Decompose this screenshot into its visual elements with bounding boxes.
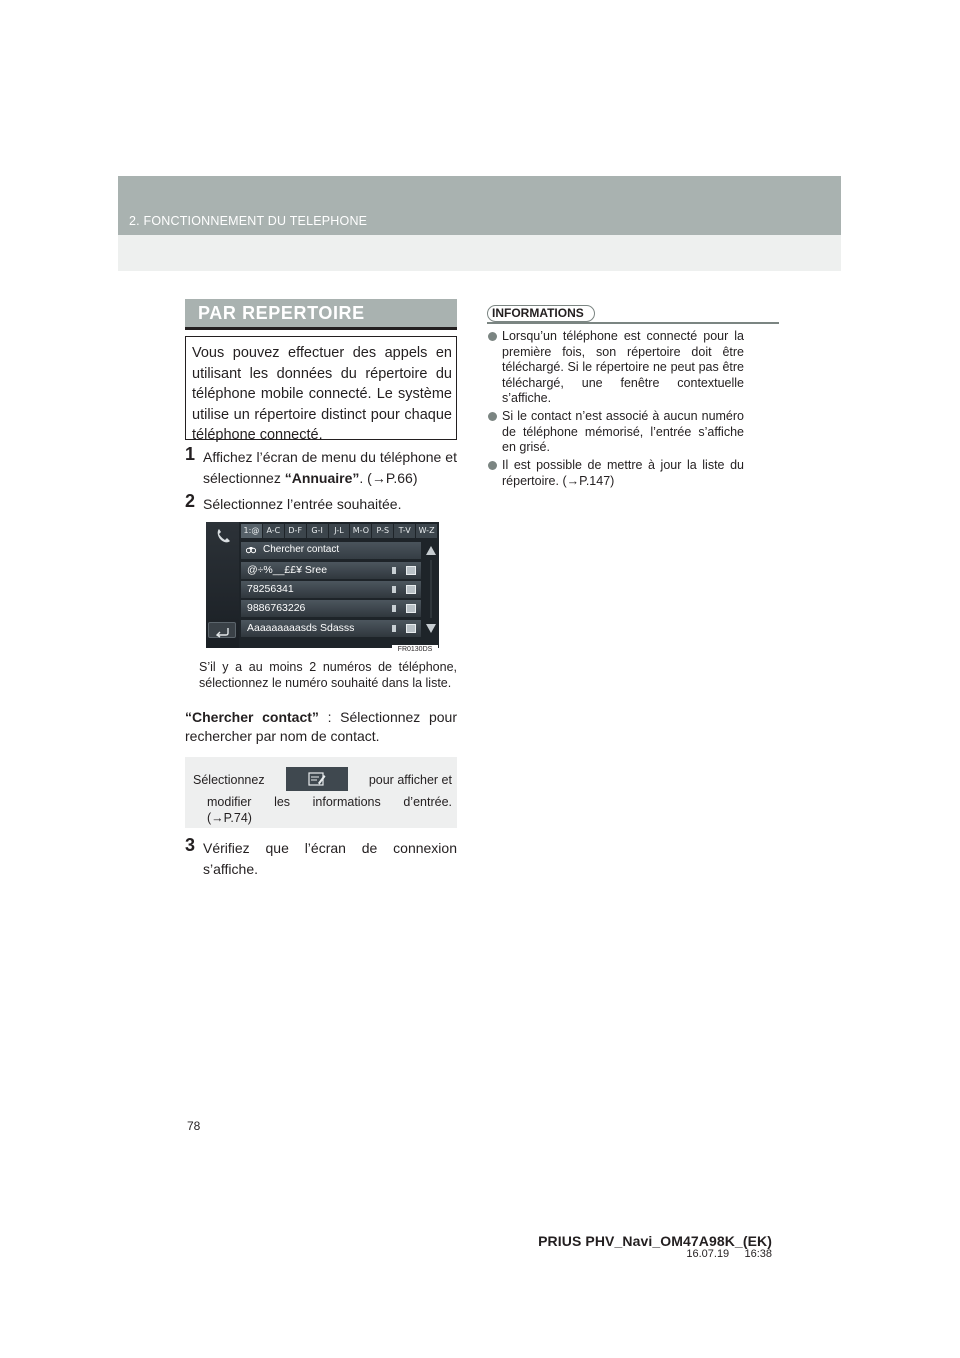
mobile-phone-icon bbox=[392, 605, 396, 612]
tab-d-f[interactable]: D-F bbox=[285, 524, 306, 538]
chapter-title: 2. FONCTIONNEMENT DU TELEPHONE bbox=[129, 214, 368, 228]
round-bullet-icon bbox=[488, 332, 497, 341]
note-text-before: Sélectionnez bbox=[193, 773, 265, 787]
edit-button-image bbox=[286, 767, 348, 791]
tab-j-l[interactable]: J-L bbox=[329, 524, 350, 538]
tab-t-v[interactable]: T-V bbox=[394, 524, 415, 538]
tab-g-i[interactable]: G-I bbox=[307, 524, 328, 538]
mobile-phone-icon bbox=[392, 567, 396, 574]
step-1 bbox=[185, 444, 457, 489]
tab-p-s[interactable]: P-S bbox=[372, 524, 393, 538]
alphabet-tabs bbox=[241, 524, 437, 538]
info-item-text: Il est possible de mettre à jour la liste du répertoire. (→P.147) bbox=[502, 458, 744, 488]
contact-row[interactable] bbox=[241, 600, 421, 617]
search-contact-button[interactable] bbox=[241, 542, 421, 559]
section-title-rule bbox=[185, 327, 457, 330]
contact-name: @÷%__££¥ Sree bbox=[247, 564, 328, 576]
figure-code: FR0130DS bbox=[392, 645, 438, 654]
info-item-text: Lorsqu’un téléphone est connecté pour la première fois, son répertoire doit être téléchargé. Si le répertoire ne peut pas être téléchargé, une fenêtre contextuelle s’affiche. bbox=[502, 329, 744, 405]
edit-entry-icon[interactable] bbox=[406, 585, 416, 594]
back-button[interactable] bbox=[208, 622, 236, 638]
informations-rule bbox=[487, 322, 779, 324]
chapter-header bbox=[118, 176, 841, 271]
edit-entry-icon[interactable] bbox=[406, 604, 416, 613]
info-item bbox=[488, 409, 744, 456]
phonebook-screen-figure bbox=[206, 522, 439, 648]
contact-row[interactable] bbox=[241, 581, 421, 598]
info-item-text: Si le contact n’est associé à aucun numéro de téléphone mémorisé, l’entrée s’affiche en grisé. bbox=[502, 409, 744, 454]
term-definition bbox=[185, 708, 457, 746]
step-2 bbox=[185, 491, 457, 515]
contact-name: 9886763226 bbox=[247, 602, 306, 614]
step-text: Vérifiez que l’écran de connexion s’affiche. bbox=[203, 840, 457, 877]
binoculars-icon bbox=[246, 545, 256, 554]
contact-row[interactable] bbox=[241, 620, 421, 637]
scrollbar-track[interactable] bbox=[430, 560, 432, 618]
mobile-phone-icon bbox=[392, 625, 396, 632]
back-arrow-icon bbox=[209, 623, 237, 639]
note-text-line3: (→P.74) bbox=[207, 810, 252, 825]
tab-a-c[interactable]: A-C bbox=[263, 524, 284, 538]
step-text: Sélectionnez l’entrée souhaitée. bbox=[203, 496, 402, 512]
round-bullet-icon bbox=[488, 412, 497, 421]
step-text: Affichez l’écran de menu du téléphone et sélectionnez “Annuaire”. (→P.66) bbox=[203, 449, 457, 486]
bullet-text: S’il y a au moins 2 numéros de téléphone, sélectionnez le numéro souhaité dans la liste. bbox=[199, 660, 457, 690]
tab-m-o[interactable]: M-O bbox=[350, 524, 371, 538]
tab-w-z[interactable]: W-Z bbox=[416, 524, 437, 538]
step-number: 2 bbox=[185, 491, 196, 511]
document-title: PRIUS PHV_Navi_OM47A98K_(EK) bbox=[538, 1233, 772, 1249]
section-title: PAR REPERTOIRE bbox=[185, 299, 457, 327]
chapter-header-bar bbox=[118, 176, 841, 235]
informations-title: INFORMATIONS bbox=[487, 305, 595, 322]
info-item bbox=[488, 458, 744, 489]
bullet-note bbox=[185, 660, 457, 691]
scroll-up-arrow-icon[interactable] bbox=[426, 546, 436, 555]
step-number: 3 bbox=[185, 835, 196, 855]
note-box bbox=[185, 757, 457, 828]
page-number: 78 bbox=[187, 1119, 201, 1133]
tab-1-at[interactable]: 1:@ bbox=[241, 524, 262, 538]
menu-label-annuaire: “Annuaire” bbox=[284, 470, 360, 486]
step-number: 1 bbox=[185, 444, 196, 464]
note-line-1 bbox=[193, 773, 452, 797]
note-line-2 bbox=[193, 795, 452, 811]
scroll-down-arrow-icon[interactable] bbox=[426, 624, 436, 633]
screen-side-bar bbox=[206, 522, 239, 648]
search-contact-label: Chercher contact bbox=[263, 544, 340, 555]
edit-entry-icon[interactable] bbox=[406, 624, 416, 633]
mobile-phone-icon bbox=[392, 586, 396, 593]
note-text-after: pour afficher et bbox=[368, 773, 452, 787]
term-text: : Sélectionnez pour rechercher par nom de contact. bbox=[185, 709, 457, 744]
note-text-line2: modifier les informations d’entrée. bbox=[207, 795, 452, 809]
section-intro: Vous pouvez effectuer des appels en utilisant les données du répertoire du téléphone mobile connecté. Le système utilise un répertoire distinct pour chaque téléphone connecté. bbox=[185, 336, 457, 440]
round-bullet-icon bbox=[488, 461, 497, 470]
contact-name: 78256341 bbox=[247, 583, 294, 595]
info-item bbox=[488, 329, 744, 407]
print-date-time: 16.07.19 16:38 bbox=[686, 1248, 772, 1260]
contact-name: Aaaaaaaaasds Sdasss bbox=[247, 622, 355, 634]
edit-entry-icon bbox=[308, 771, 326, 787]
edit-entry-icon[interactable] bbox=[406, 566, 416, 575]
phone-handset-icon bbox=[215, 528, 231, 544]
contact-row[interactable] bbox=[241, 562, 421, 579]
term-label: “Chercher contact” bbox=[185, 709, 319, 725]
step-3 bbox=[185, 835, 457, 880]
